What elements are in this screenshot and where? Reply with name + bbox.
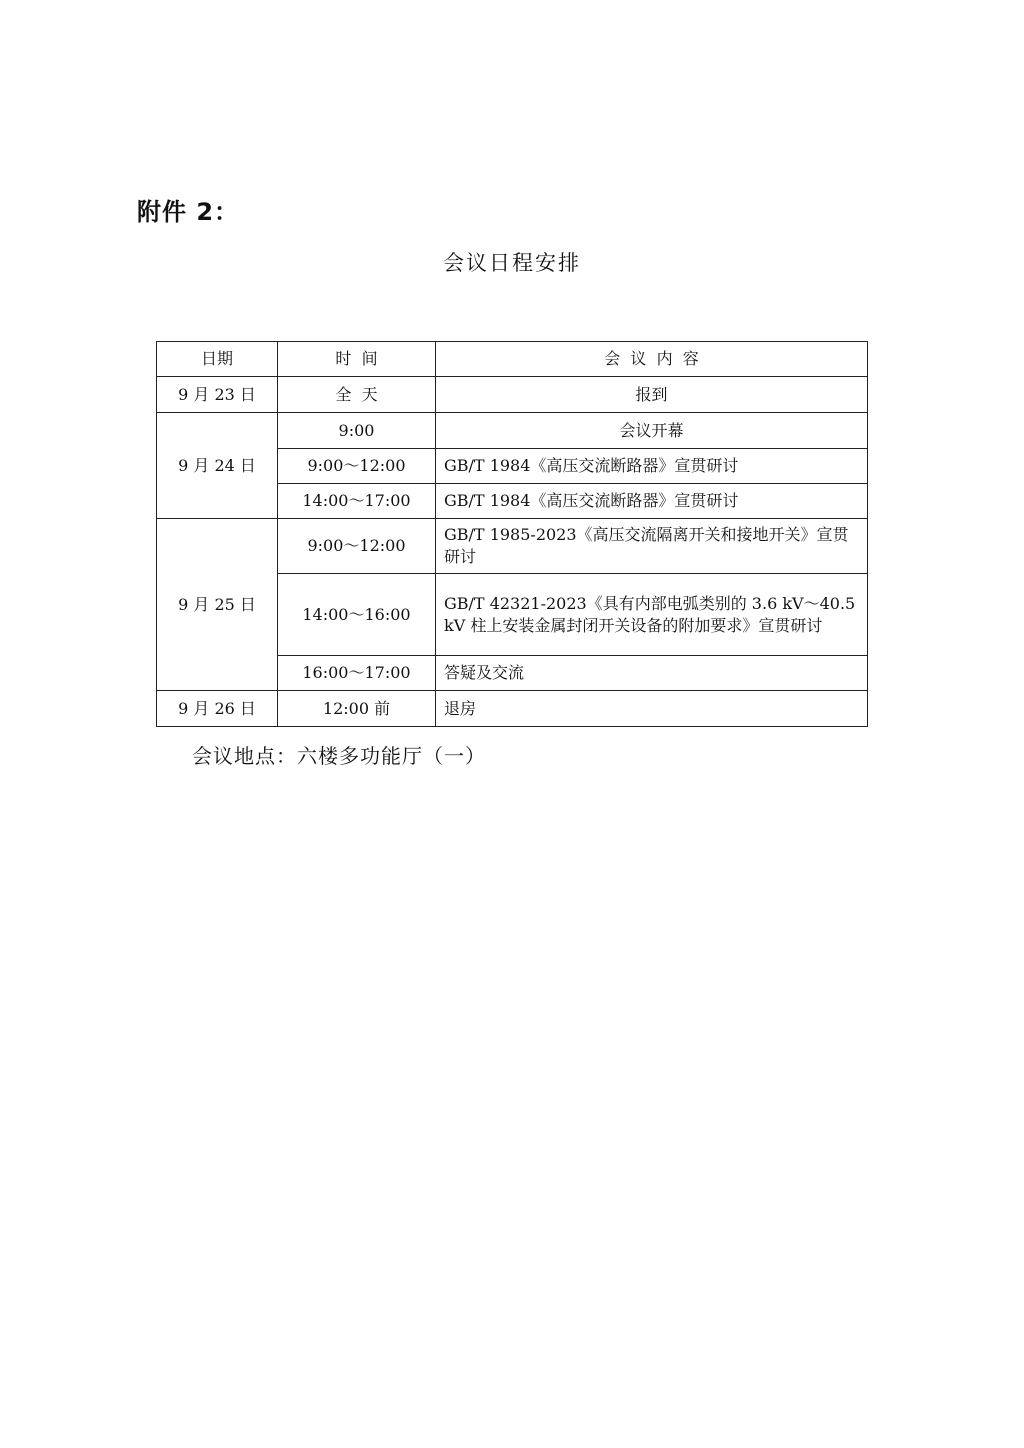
row-date: 9 月 24 日 (157, 413, 278, 519)
table-row (157, 377, 868, 413)
row-content: 答疑及交流 (436, 656, 868, 691)
table-header-row (157, 342, 868, 377)
row-content: GB/T 1984《高压交流断路器》宣贯研讨 (436, 449, 868, 484)
row-date: 9 月 26 日 (157, 691, 278, 727)
row-time: 9:00 (278, 413, 436, 449)
header-content: 会 议 内 容 (436, 342, 868, 377)
row-content: 会议开幕 (436, 413, 868, 449)
row-time: 9:00～12:00 (278, 519, 436, 574)
row-content: 退房 (436, 691, 868, 727)
row-date: 9 月 23 日 (157, 377, 278, 413)
document-title: 会议日程安排 (443, 251, 581, 275)
row-date: 9 月 25 日 (157, 519, 278, 691)
row-content: GB/T 1985-2023《高压交流隔离开关和接地开关》宣贯研讨 (436, 519, 868, 574)
table-row (157, 519, 868, 574)
row-content: GB/T 1984《高压交流断路器》宣贯研讨 (436, 484, 868, 519)
header-time: 时 间 (278, 342, 436, 377)
table-row (157, 691, 868, 727)
row-content: 报到 (436, 377, 868, 413)
venue-note: 会议地点：六楼多功能厅（一） (192, 744, 486, 768)
row-time: 14:00～16:00 (278, 574, 436, 656)
row-time: 9:00～12:00 (278, 449, 436, 484)
row-time: 14:00～17:00 (278, 484, 436, 519)
attachment-label: 附件 2： (137, 198, 240, 226)
header-date: 日期 (157, 342, 278, 377)
row-time: 12:00 前 (278, 691, 436, 727)
row-time: 全 天 (278, 377, 436, 413)
row-content: GB/T 42321-2023《具有内部电弧类别的 3.6 kV～40.5 kV 柱上安装金属封闭开关设备的附加要求》宣贯研讨 (436, 574, 868, 656)
table-row (157, 413, 868, 449)
schedule-table (156, 341, 868, 727)
row-time: 16:00～17:00 (278, 656, 436, 691)
